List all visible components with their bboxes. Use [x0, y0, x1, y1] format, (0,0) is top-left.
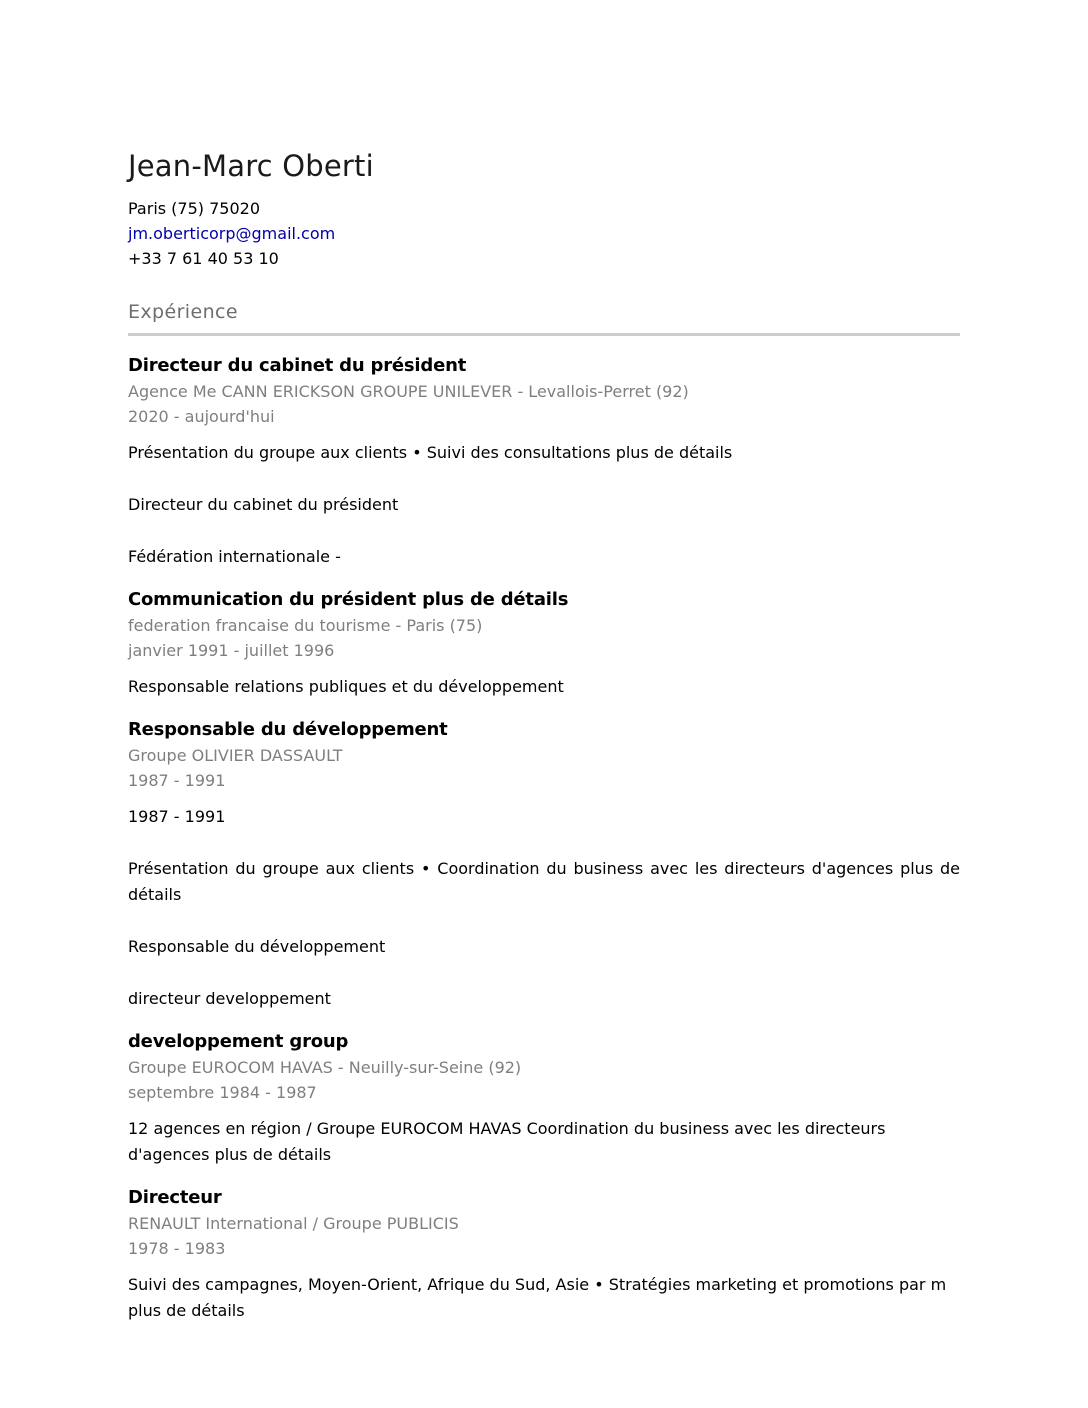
job-title: Directeur du cabinet du président [128, 355, 467, 376]
experience-entry [128, 1187, 960, 1324]
job-paragraph: 1987 - 1991 [128, 807, 226, 826]
job-dates: 1978 - 1983 [128, 1239, 226, 1258]
experience-entry [128, 589, 960, 700]
job-dates: 1987 - 1991 [128, 771, 226, 790]
job-paragraph: Responsable du développement [128, 937, 386, 956]
candidate-name: Jean-Marc Oberti [128, 149, 374, 183]
candidate-phone: +33 7 61 40 53 10 [128, 249, 279, 268]
job-paragraph: Directeur du cabinet du président [128, 495, 399, 514]
job-company: RENAULT International / Groupe PUBLICIS [128, 1214, 459, 1233]
job-dates: 2020 - aujourd'hui [128, 407, 275, 426]
job-paragraph: Fédération internationale - [128, 547, 341, 566]
job-paragraph: directeur developpement [128, 989, 331, 1008]
job-paragraph: Présentation du groupe aux clients • Coordination du business avec les directeurs d'agences plus de détails [128, 859, 960, 904]
resume-header [128, 148, 960, 271]
job-paragraph: Responsable relations publiques et du développement [128, 677, 564, 696]
email-link[interactable]: jm.oberticorp@gmail.com [128, 224, 336, 243]
section-divider [128, 333, 960, 336]
job-dates: janvier 1991 - juillet 1996 [128, 641, 335, 660]
experience-section-title: Expérience [128, 301, 238, 323]
job-company: Groupe EUROCOM HAVAS - Neuilly-sur-Seine (92) [128, 1058, 522, 1077]
job-title: developpement group [128, 1031, 349, 1052]
experience-entry [128, 355, 960, 570]
job-title: Responsable du développement [128, 719, 448, 740]
experience-entry [128, 719, 960, 1012]
job-paragraph: 12 agences en région / Groupe EUROCOM HAVAS Coordination du business avec les directeurs d'agences plus de détails [128, 1119, 886, 1164]
job-dates: septembre 1984 - 1987 [128, 1083, 317, 1102]
job-title: Communication du président plus de détails [128, 589, 569, 610]
job-company: Agence Me CANN ERICKSON GROUPE UNILEVER - Levallois-Perret (92) [128, 382, 689, 401]
experience-section [128, 301, 960, 1324]
job-company: Groupe OLIVIER DASSAULT [128, 746, 343, 765]
job-paragraph: Suivi des campagnes, Moyen-Orient, Afrique du Sud, Asie • Stratégies marketing et promotions par m plus de détails [128, 1275, 947, 1320]
job-title: Directeur [128, 1187, 222, 1208]
candidate-location: Paris (75) 75020 [128, 199, 261, 218]
experience-entry [128, 1031, 960, 1168]
job-paragraph: Présentation du groupe aux clients • Suivi des consultations plus de détails [128, 443, 733, 462]
job-company: federation francaise du tourisme - Paris (75) [128, 616, 483, 635]
